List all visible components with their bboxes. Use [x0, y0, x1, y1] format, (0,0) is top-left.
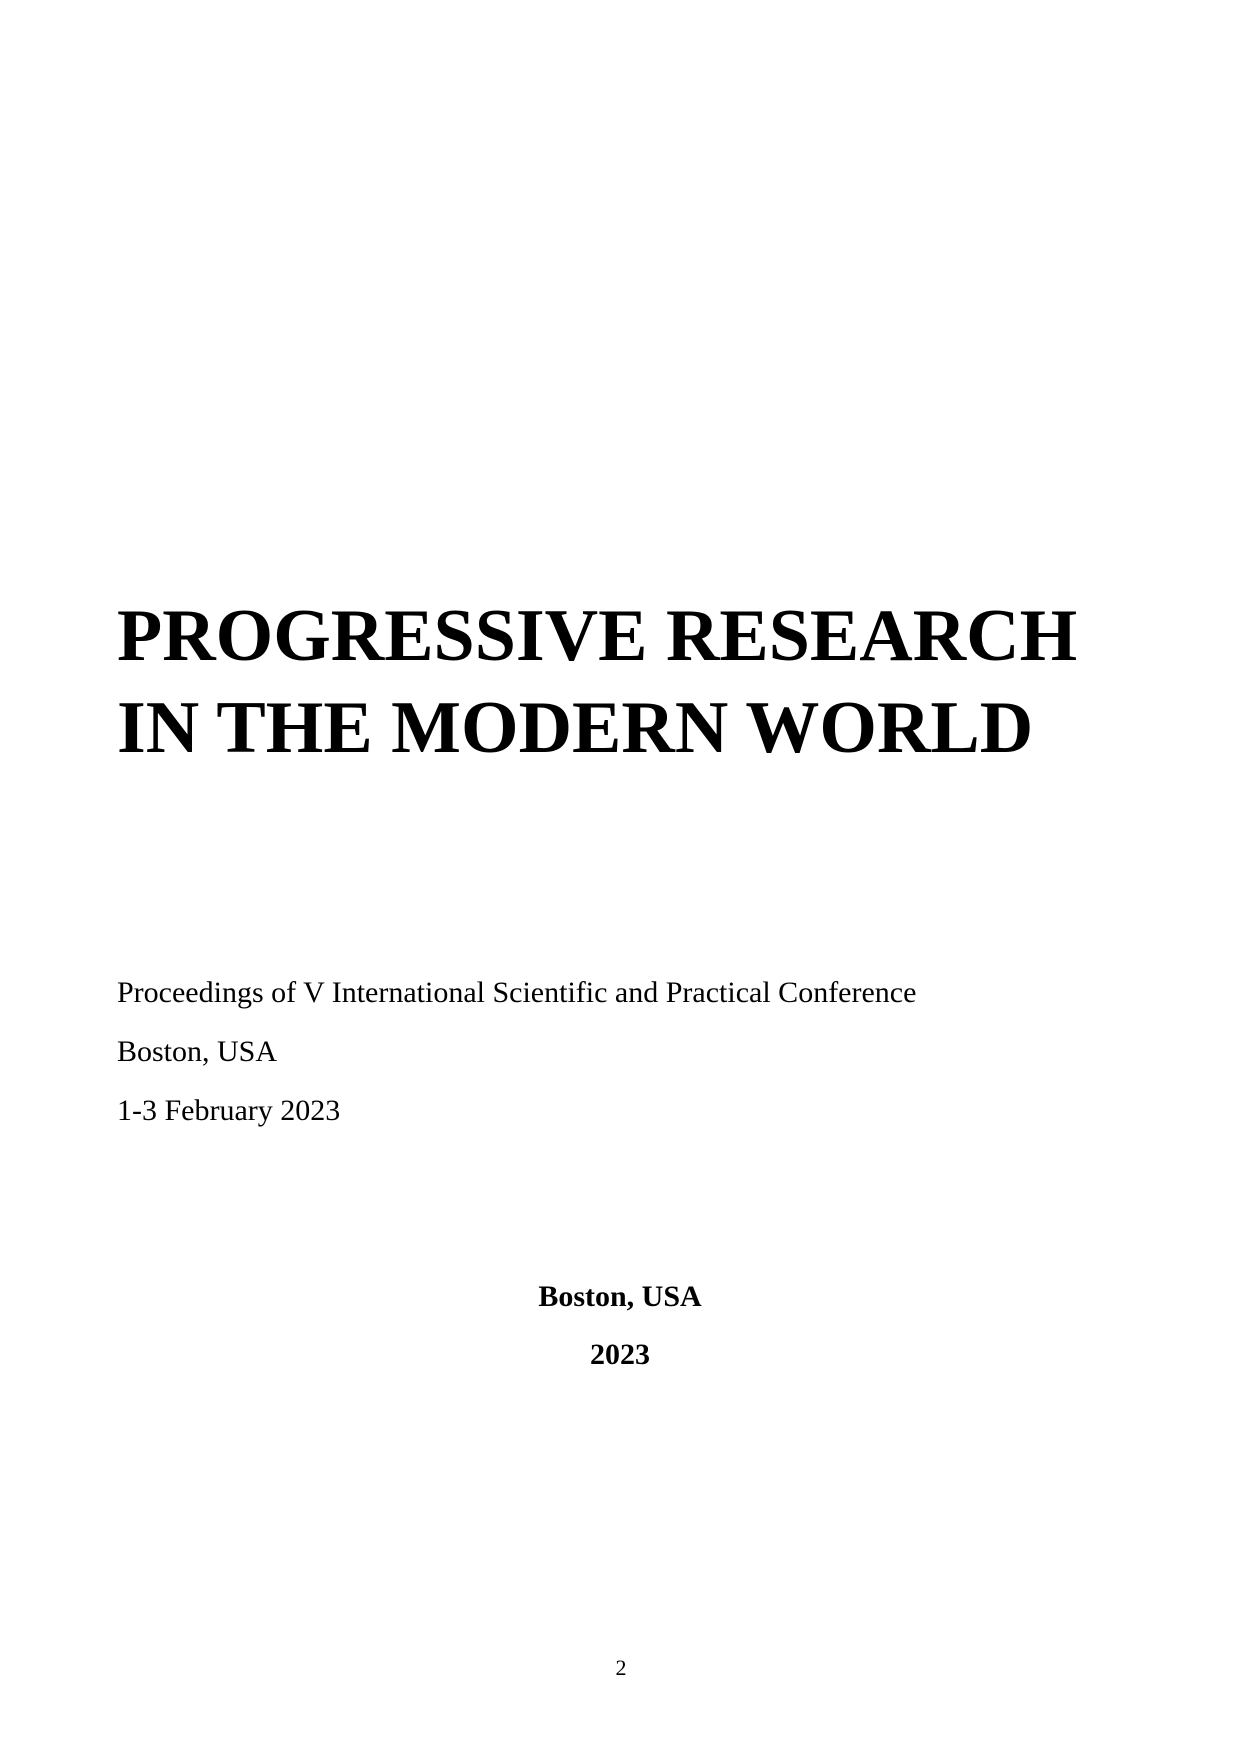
footer-year: 2023 — [590, 1338, 650, 1371]
title-line-1: PROGRESSIVE RESEARCH — [117, 595, 1078, 677]
page-number-label: 2 — [615, 1655, 627, 1680]
title-line-2: IN THE MODERN WORLD — [117, 687, 1034, 769]
footer-location: Boston, USA — [538, 1280, 702, 1313]
page-number — [0, 1655, 1240, 1681]
conference-info — [117, 963, 1167, 1140]
conference-dates: 1-3 February 2023 — [117, 1094, 341, 1127]
document-title — [117, 590, 1167, 774]
conference-name: Proceedings of V International Scientific and Practical Conference — [117, 976, 917, 1009]
conference-location: Boston, USA — [117, 1035, 278, 1068]
